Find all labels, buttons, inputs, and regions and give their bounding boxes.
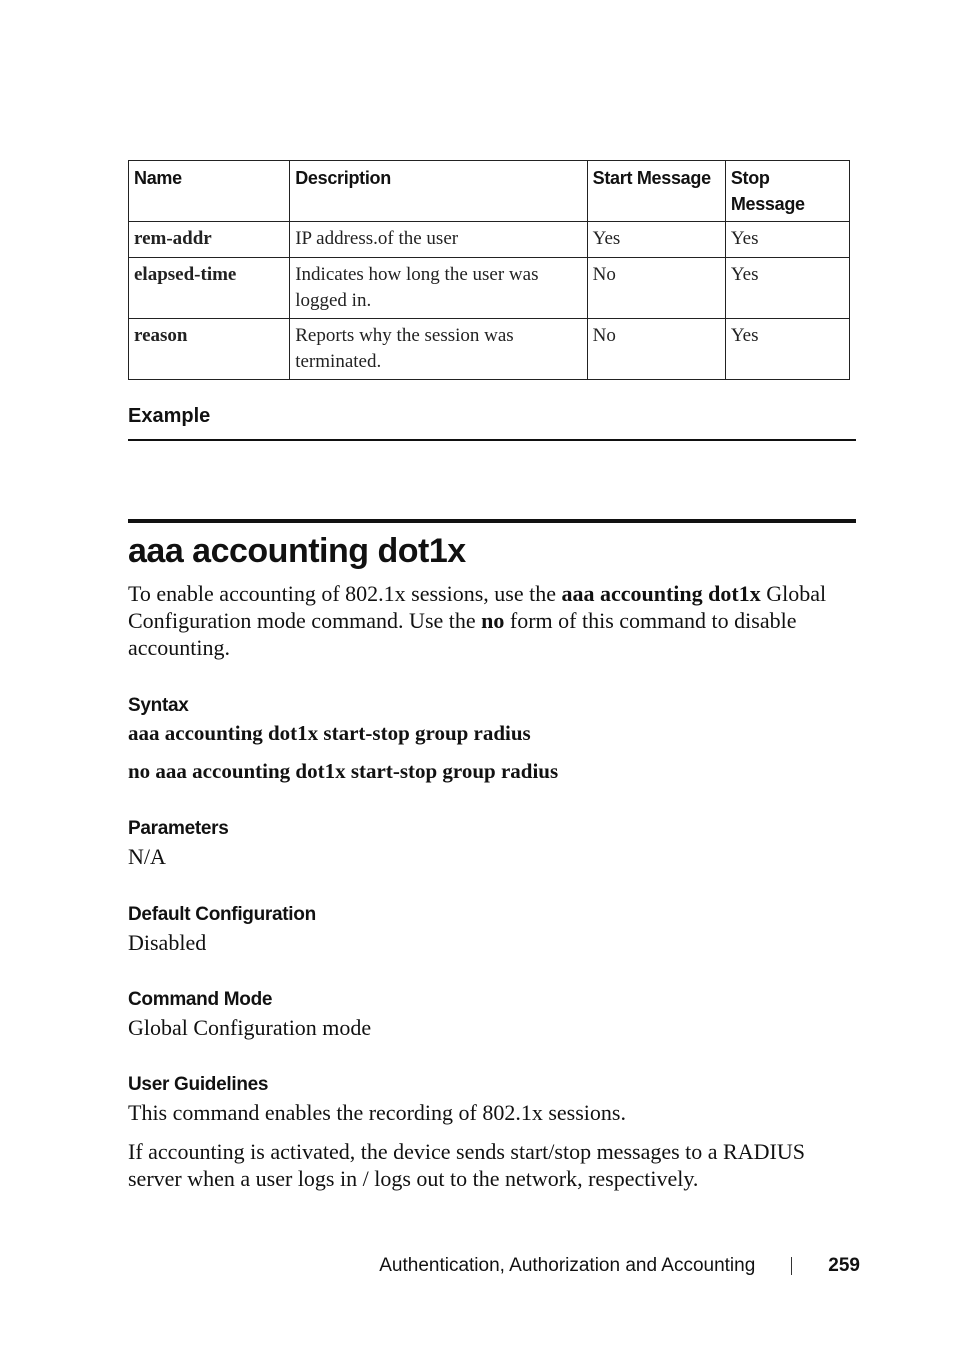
command-mode-heading: Command Mode (128, 989, 273, 1010)
cell-name: reason (129, 319, 290, 380)
table-row (129, 258, 850, 319)
intro-text-1: To enable accounting of 802.1x sessions, use the (128, 581, 562, 606)
cell-stop: Yes (725, 319, 849, 380)
parameters-heading: Parameters (128, 818, 229, 839)
table-row (129, 319, 850, 380)
cell-start: No (587, 319, 725, 380)
user-guidelines-p1: This command enables the recording of 802.1x sessions. (128, 1100, 626, 1125)
accounting-attributes-table (128, 160, 850, 380)
syntax-line-2: no aaa accounting dot1x start-stop group radius (128, 759, 559, 783)
cell-stop: Yes (725, 222, 849, 258)
footer-separator (791, 1257, 792, 1275)
example-divider (128, 439, 856, 441)
section-divider (128, 519, 856, 523)
header-name: Name (129, 161, 290, 222)
cell-description: Reports why the session was terminated. (290, 319, 587, 380)
intro-no-keyword: no (481, 608, 505, 633)
header-description: Description (290, 161, 587, 222)
cell-name: elapsed-time (129, 258, 290, 319)
user-guidelines-p2: If accounting is activated, the device sends start/stop messages to a RADIUS server when a user logs in / logs out to the network, respectively. (128, 1139, 805, 1191)
cell-description: Indicates how long the user was logged in. (290, 258, 587, 319)
default-config-heading: Default Configuration (128, 904, 316, 925)
cell-start: No (587, 258, 725, 319)
table-row (129, 222, 850, 258)
section-title: aaa accounting dot1x (128, 532, 466, 570)
table-header-row (129, 161, 850, 222)
header-stop-message: Stop Message (725, 161, 849, 222)
command-mode-text: Global Configuration mode (128, 1015, 372, 1040)
syntax-heading: Syntax (128, 695, 189, 716)
user-guidelines-heading: User Guidelines (128, 1074, 269, 1095)
cell-name: rem-addr (129, 222, 290, 258)
intro-command: aaa accounting dot1x (561, 581, 761, 606)
footer-chapter: Authentication, Authorization and Accounting (379, 1255, 756, 1276)
cell-description: IP address.of the user (290, 222, 587, 258)
default-config-text: Disabled (128, 930, 207, 955)
cell-stop: Yes (725, 258, 849, 319)
syntax-line-1: aaa accounting dot1x start-stop group radius (128, 721, 531, 745)
cell-start: Yes (587, 222, 725, 258)
page-number: 259 (828, 1255, 860, 1276)
intro-paragraph (128, 580, 856, 661)
intro-text-2: Global Configuration mode command. Use the (128, 581, 827, 633)
header-start-message: Start Message (587, 161, 725, 222)
parameters-text: N/A (128, 844, 166, 869)
intro-text-3: form of this command to disable accounting. (128, 608, 797, 660)
example-heading: Example (128, 405, 211, 427)
page-footer (379, 1255, 860, 1277)
